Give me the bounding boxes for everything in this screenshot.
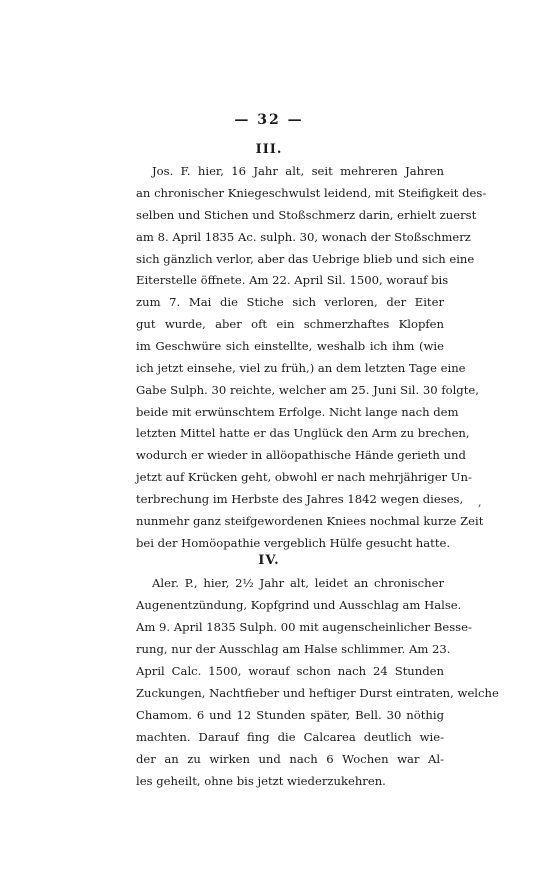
text-line: im Geschwüre sich einstellte, weshalb ich ihm (wie: [136, 339, 444, 353]
section-heading-iv: IV.: [258, 553, 280, 568]
text-line: der an zu wirken und nach 6 Wochen war Al-: [136, 752, 444, 766]
text-line: Jos. F. hier, 16 Jahr alt, seit mehreren Jahren: [152, 164, 444, 178]
text-line: wodurch er wieder in allöopathische Hände gerieth und: [136, 448, 466, 462]
text-line: beide mit erwünschtem Erfolge. Nicht lange nach dem: [136, 405, 459, 419]
page-number: — 32 —: [234, 112, 304, 128]
text-line: Zuckungen, Nachtfieber und heftiger Durst eintraten, welche: [136, 686, 499, 700]
text-line: gut wurde, aber oft ein schmerzhaftes Klopfen: [136, 317, 444, 331]
text-line: les geheilt, ohne bis jetzt wiederzukehren.: [136, 774, 386, 788]
text-line: Aler. P., hier, 2½ Jahr alt, leidet an chronischer: [152, 576, 444, 590]
text-line: rung, nur der Ausschlag am Halse schlimmer. Am 23.: [136, 642, 451, 656]
section-heading-iii: III.: [255, 142, 283, 157]
text-line: an chronischer Kniegeschwulst leidend, mit Steifigkeit des-: [136, 186, 487, 200]
text-line: terbrechung im Herbste des Jahres 1842 wegen dieses,: [136, 492, 464, 506]
text-line: letzten Mittel hatte er das Unglück den Arm zu brechen,: [136, 426, 470, 440]
text-line: nunmehr ganz steifgewordenen Kniees nochmal kurze Zeit: [136, 514, 484, 528]
text-line: bei der Homöopathie vergeblich Hülfe gesucht hatte.: [136, 536, 451, 550]
text-line: zum 7. Mai die Stiche sich verloren, der Eiter: [136, 295, 444, 309]
text-line: am 8. April 1835 Ac. sulph. 30, wonach der Stoßschmerz: [136, 230, 471, 244]
text-line: jetzt auf Krücken geht, obwohl er nach mehrjähriger Un-: [136, 470, 472, 484]
text-line: machten. Darauf fing die Calcarea deutlich wie-: [136, 730, 444, 744]
text-line: April Calc. 1500, worauf schon nach 24 Stunden: [136, 664, 444, 678]
text-line: Augenentzündung, Kopfgrind und Ausschlag am Halse.: [136, 598, 462, 612]
stray-mark: ,: [478, 496, 482, 509]
text-line: Am 9. April 1835 Sulph. 00 mit augenscheinlicher Besse-: [136, 620, 472, 634]
text-line: sich gänzlich verlor, aber das Uebrige blieb und sich eine: [136, 252, 475, 266]
text-line: Eiterstelle öffnete. Am 22. April Sil. 1500, worauf bis: [136, 273, 449, 287]
text-line: Chamom. 6 und 12 Stunden später, Bell. 30 nöthig: [136, 708, 444, 722]
text-line: ich jetzt einsehe, viel zu früh,) an dem letzten Tage eine: [136, 361, 466, 375]
text-line: selben und Stichen und Stoßschmerz darin, erhielt zuerst: [136, 208, 477, 222]
text-line: Gabe Sulph. 30 reichte, welcher am 25. Juni Sil. 30 folgte,: [136, 383, 479, 397]
